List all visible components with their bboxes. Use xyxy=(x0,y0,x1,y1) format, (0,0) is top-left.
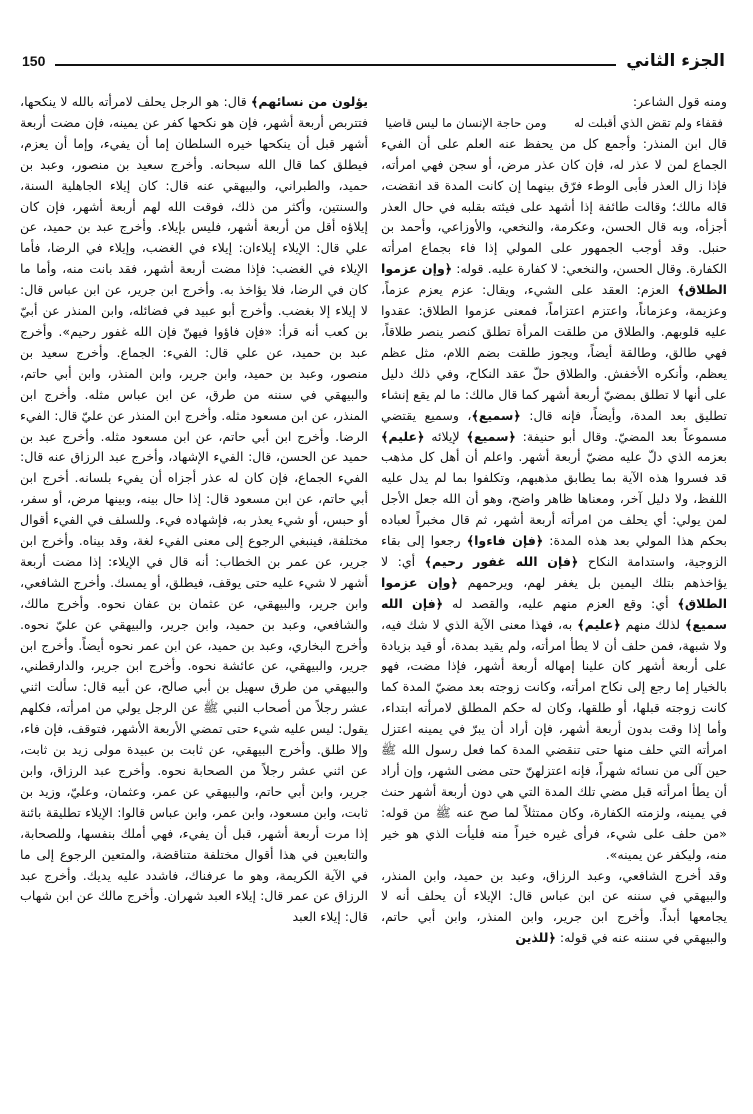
verse-first-half: فقفاء ولم تقض الذي أقبلت له xyxy=(573,115,723,130)
text-run: وقد أخرج الشافعي، وعبد الرزاق، وعبد بن حميد، وابن المنذر، والبيهقي في سننه عن ابن عباس قال: الإيلاء أن يحلف أنه لا يجامعها أبداً. وأخرج ابن جرير، وابن المنذر، وابن أبي حاتم، والبيهقي في سننه عنه في قوله: xyxy=(381,867,727,946)
verse-second-half: ومن حاجة الإنسان ما ليس قاضيا xyxy=(385,115,547,130)
text-run: أي: لا يؤاخذهم بتلك اليمين بل يغفر لهم، ويرحمهم xyxy=(381,553,727,590)
quran-quote: يؤلون من نسائهم﴾ xyxy=(251,94,368,109)
text-run: ، وسميع يقتضي مسموعاً بعد المضيّ. وقال أبو حنيفة: xyxy=(381,407,727,444)
text-run: به، فهذا معنى الآية الذي لا شك فيه، ولا شبهة، فمن حلف أن لا يطأ امرأته، ولم يقيد بمدة، أو قيد بزيادة على أربعة أشهر كان علينا إمهاله أربعة أشهر، فإذا مضت، فهو بالخيار إما رجع إلى نكاح امرأته، وكانت زوجته بعد مضيّ المدة كما كانت زوجته قبلها، أو طلقها، وكان له حكم المطلق لامرأته ابتداء، وأما إذا وقت بدون أربعة أشهر، فإن أراد أن يبرّ في يمينه اعتزل امرأته التي حلف منها حتى تنقضي المدة كما فعل رسول الله ﷺ حين آلى من نسائه شهراً، فإنه اعتزلهنّ حتى مضى الشهر، وإن أراد أن يطأ امرأته قبل مضي تلك المدة التي هي دون أربعة أشهر حنث في يمينه، ولزمته الكفارة، وكان ممتثلاً لما صح عنه ﷺ من قوله: «من حلف على شيء، فرأى غيره خيراً منه فليأت الذي هو خير منه، وليكفر عن يمينه». xyxy=(381,616,727,862)
quran-quote: ﴿وإن عزموا الطلاق﴾ xyxy=(381,574,727,611)
paragraph xyxy=(381,134,727,866)
poem-intro: ومنه قول الشاعر: xyxy=(632,94,727,109)
quran-quote: ﴿سميع﴾ xyxy=(466,428,516,444)
quran-quote: ﴿فإن الله غفور رحيم﴾ xyxy=(424,553,579,569)
text-run: لإيلائه xyxy=(431,428,460,444)
poem-verse xyxy=(381,113,727,134)
text-run: العزم: العقد على الشيء، ويقال: عزم يعزم عزماً، وعزيمة، وعزماناً، واعتزم اعتزاماً، فمعنى عزموا الطلاق: عقدوا عليه قلوبهم. والطلاق من طلقت المرأة تطلق كنصر ينصر طلاقاً، فهي طالق، وطالقة أيضاً، ويجوز طلقت بضم اللام، مثل عظم يعظم، وأنكره الأخفش. والطلاق حلّ عقد النكاح، وفي ذلك دليل على أنها لا تطلق بمضيّ أربعة أشهر كما قال مالك: ما لم يقع إنشاء تطليق بعد المدة، وأيضاً، فإنه قال: xyxy=(381,282,727,423)
part-title: الجزء الثاني xyxy=(626,51,725,71)
quran-quote: ﴿سميع﴾ xyxy=(471,407,521,423)
paragraph xyxy=(381,866,727,950)
text-run: رجعوا إلى بقاء الزوجية، واستدامة النكاح xyxy=(381,533,727,569)
quran-quote: ﴿عليم﴾ xyxy=(577,616,621,632)
text-run: قال: هو الرجل يحلف لامرأته بالله لا ينكحها، فتتربص أربعة أشهر، فإن هو نكحها كفر عن يمينه، فإن مضت أربعة أشهر قبل أن ينكحها خيره السلطان إما أن يفيء، وإما أن يعزم، فيطلق كما قال الله سبحانه. وأخرج سعيد بن منصور، وعبد بن حميد، والطبراني، والبيهقي عنه قال: كان إيلاء الجاهلية السنة، والسنتين، وأكثر من ذلك، فوقت الله لهم أربعة أشهر، فإن كان إيلاؤه أقل من أربعة أشهر، فليس بإيلاء. وأخرج عبد بن حميد، عن علي قال: الإيلاء إيلاءان: إيلاء في الغضب، وإيلاء في الرضا، فأما الإيلاء في الغضب: فإذا مضت أربعة أشهر، فقد بانت منه، وأما ما كان في الرضا، فلا يؤاخذ به. وأخرج ابن جرير، عن ابن عباس قال: لا إيلاء إلا بغضب. وأخرج أبو عبيد في فضائله، وابن المنذر عن أبيّ بن كعب أنه قرأ: «فإن فاؤوا فيهنّ فإن الله غفور رحيم». وأخرج عبد بن حميد، عن علي قال: الفيء: الجماع. وأخرج سعيد بن منصور، وعبد بن حميد، وابن جرير، وابن المنذر، وابن أبي حاتم، والبيهقي في سننه من طرق، عن ابن عباس مثله. وأخرج ابن المنذر، عن ابن مسعود مثله. وأخرج ابن المنذر عن عليّ قال: الفيء الرضا. وأخرج ابن أبي حاتم، عن ابن مسعود مثله. وأخرج عبد بن حميد عن الحسن، قال: الفيء الإشهاد، وأخرج عبد الرزاق عنه قال: الفيء الجماع، فإن كان له عذر أجزاه أن يفيء بلسانه. أخرج ابن أبي حاتم، عن ابن مسعود قال: إذا حال بينه، وبينها مرض، أو سفر، أو حبس، أو شيء يعذر به، فإشهاده فيء. وللسلف في الفيء أقوال مختلفة، فينبغي الرجوع إلى معنى الفيء لغة، وقد بيناه. وأخرج ابن جرير، عن عمر بن الخطاب: أنه قال في الإيلاء: إذا مضت أربعة أشهر لا شيء عليه حتى يوقف، فيطلق، أو يمسك. وأخرج الشافعي، وابن جرير، والبيهقي، عن عثمان بن عفان نحوه. وأخرج مالك، والشافعي، وعبد بن حميد، وابن جرير، والبيهقي عن عليّ نحوه. وأخرج البخاري، وعبد بن حميد، عن ابن عمر نحوه أيضاً. وأخرج ابن جرير، والبيهقي، عن عائشة نحوه. وأخرج ابن جرير، والدارقطني، والبيهقي من طرق سهيل بن أبي صالح، عن أبيه قال: سألت اثني عشر رجلاً من أصحاب النبي ﷺ عن الرجل يولي من امرأته، فكلهم يقول: ليس عليه شيء حتى تمضي الأربعة الأشهر، فتوقف، فإن فاء، وإلا طلق. وأخرج البيهقي، عن ثابت بن عبيدة مولى زيد بن ثابت، عن اثني عشر رجلاً من الصحابة نحوه. وأخرج عبد الرزاق، وابن جرير، وابن أبي حاتم، والبيهقي عن عمر، وعثمان، وعليّ، وزيد بن ثابت، وابن مسعود، وابن عمر، وابن عباس قالوا: الإيلاء تطليقة بائنة إذا مرت أربعة أشهر، قبل أن يفيء، فهي أملك بنفسها، وللصحابة، والتابعين في هذا أقوال مختلفة متناقضة، والمتعين الرجوع إلى ما في الآية الكريمة، وهو ما عرفناك، فاشدد عليه يديك. وأخرج عبد الرزاق عن عمر قال: إيلاء العبد شهران. وأخرج مالك عن ابن شهاب قال: إيلاء العبد xyxy=(20,94,368,925)
quran-quote: ﴿عليم﴾ xyxy=(381,428,425,444)
right-column xyxy=(381,92,727,1092)
text-run: أي: وقع العزم منهم عليه، والقصد له xyxy=(452,595,669,611)
quran-quote: ﴿فإن الله سميع﴾ xyxy=(381,595,727,632)
page-header xyxy=(22,48,725,74)
text-run: بعزمه الذي دلّ عليه مضيّ أربعة أشهر. واعلم أن أهل كل مذهب قد فسروا هذه الآية بما يطابق مذهبهم، وتكلفوا بما لم يدل عليه اللفظ، ولا دليل آخر، ومعناها ظاهر واضح، وهو أن الله جعل الأجل لمن يولي: أي يحلف من امرأته أربعة أشهر، ثم قال مخبراً لعباده بحكم هذا المولي بعد هذه المدة: xyxy=(381,449,727,549)
quran-quote: ﴿فإن فاءوا﴾ xyxy=(466,533,544,549)
page-number: 150 xyxy=(22,53,46,69)
left-column xyxy=(20,92,368,1092)
text-run: لذلك منهم xyxy=(625,616,681,632)
text-run: قال ابن المنذر: وأجمع كل من يحفظ عنه العلم على أن الفيء الجماع لمن لا عذر له، فإن كان عذر مرض، أو سجن فهي امرأته، فإذا زال العذر فأبى الوطء فرّق بينهما إن كانت المدة قد انقضت، قاله مالك؛ وقالت طائفة إذا أشهد على فيئته بقلبه في حال العذر أجزأه، وبه قال الحسن، وعكرمة، والنخعي، والأوزاعي، وأحمد بن حنبل. وقد أوجب الجمهور على المولي إذا فاء بجماع امرأته الكفارة. وقال الحسن، والنخعي: لا كفارة عليه. قوله: xyxy=(381,135,727,277)
header-rule xyxy=(55,64,616,66)
paragraph xyxy=(20,92,368,928)
quran-quote: ﴿للذين xyxy=(515,930,556,946)
quran-quote: ﴿وإن عزموا الطلاق﴾ xyxy=(381,261,727,298)
